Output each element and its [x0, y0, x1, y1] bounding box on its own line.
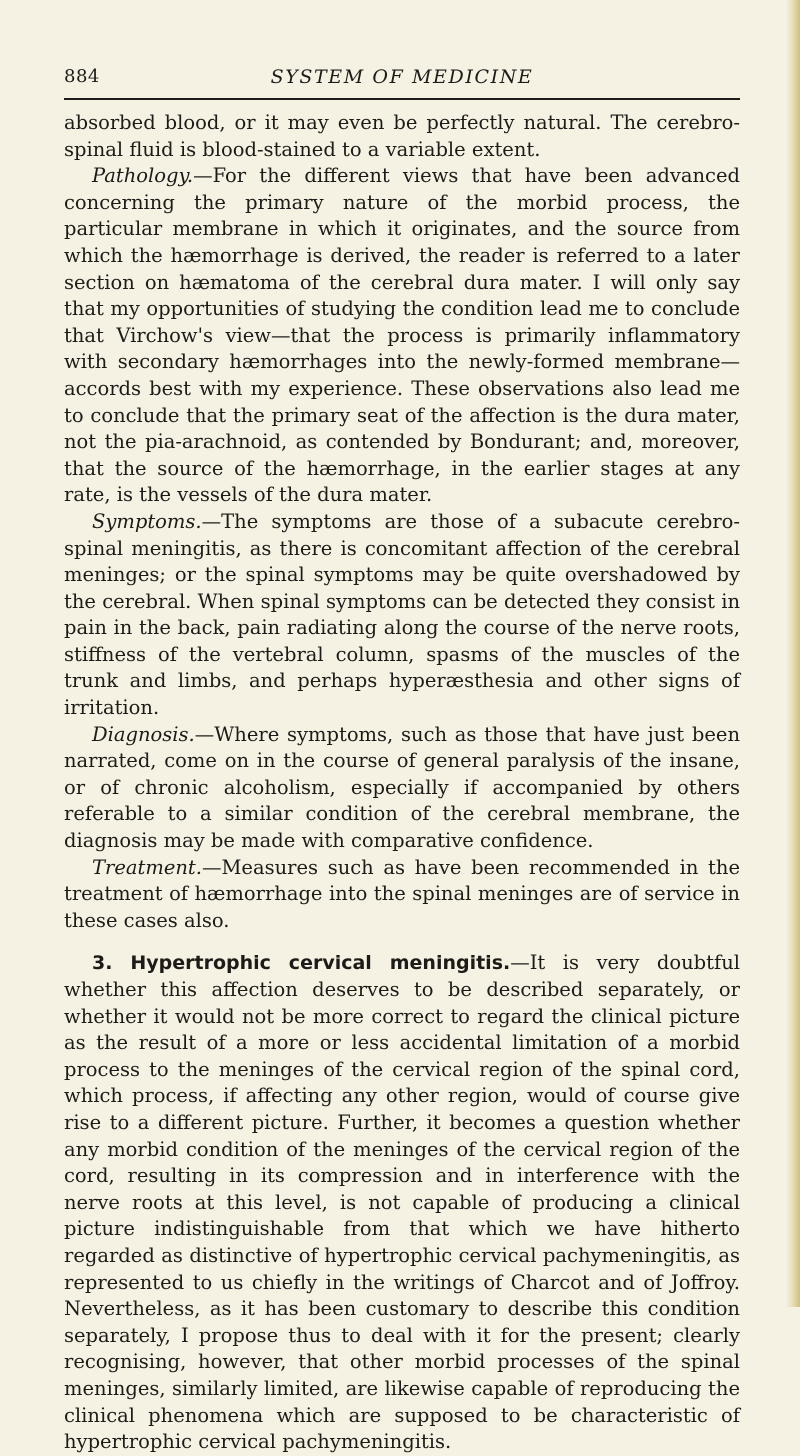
diagnosis-text: —Where symptoms, such as those that have just been narrated, come on in the course of general paralysis of the insane, or of chronic alcoholism, especially if accompanied by others referable to a similar condition of the cerebral membrane, the diagnosis may be made with comparative confidence. — [64, 722, 740, 853]
page-body — [64, 110, 740, 1456]
header-rule — [64, 98, 740, 100]
pathology-paragraph — [64, 163, 740, 509]
pathology-text: —For the different views that have been advanced concerning the primary nature of the morbid process, the particular membrane in which it originates, and the source from which the hæmorrhage is derived, the reader is referred to a later section on hæmatoma of the cerebral dura mater. I will only say that my opportunities of studying the condition lead me to conclude that Virchow's view—that the process is primarily inflammatory with secondary hæmorrhages into the newly-formed membrane—accords best with my experience. These observations also lead me to conclude that the primary seat of the affection is the dura mater, not the pia-arachnoid, as contended by Bondurant; and, moreover, that the source of the hæmorrhage, in the earlier stages at any rate, is the vessels of the dura mater. — [64, 164, 740, 507]
section-heading: 3. Hypertrophic cervical meningitis. — [92, 952, 511, 975]
symptoms-text: —The symptoms are those of a subacute cerebro-spinal meningitis, as there is concomitant affection of the cerebral meninges; or the spinal symptoms may be quite overshadowed by the cerebral. When spinal symptoms can be detected they consist in pain in the back, pain radiating along the course of the nerve roots, stiffness of the vertebral column, spasms of the muscles of the trunk and limbs, and perhaps hyperæsthesia and other signs of irritation. — [64, 509, 740, 720]
treatment-text: —Measures such as have been recommended in the treatment of hæmorrhage into the spinal meninges are of service in these cases also. — [64, 855, 740, 932]
pathology-heading: Pathology. — [92, 164, 194, 188]
running-title: SYSTEM OF MEDICINE — [270, 66, 534, 88]
section-paragraph — [64, 950, 740, 1455]
page-edge — [786, 0, 800, 1307]
diagnosis-heading: Diagnosis. — [92, 722, 195, 746]
symptoms-paragraph — [64, 509, 740, 722]
page-header — [64, 60, 740, 90]
continued-paragraph — [64, 110, 740, 163]
page-number: 884 — [64, 66, 100, 87]
diagnosis-paragraph — [64, 722, 740, 855]
symptoms-heading: Symptoms. — [92, 509, 202, 533]
treatment-paragraph — [64, 855, 740, 935]
section-text: —It is very doubtful whether this affection deserves to be described separately, or whether it would not be more correct to regard the clinical picture as the result of a more or less accidental limitation of a morbid process to the meninges of the cervical region of the spinal cord, which process, if affecting any other region, would of course give rise to a different picture. Further, it becomes a question whether any morbid condition of the meninges of the cervical region of the cord, resulting in its compression and in interference with the nerve roots at this level, is not capable of producing a clinical picture indistinguishable from that which we have hitherto regarded as distinctive of hypertrophic cervical pachymeningitis, as represented to us chiefly in the writings of Charcot and of Joffroy. Nevertheless, as it has been customary to describe this condition separately, I propose thus to deal with it for the present; clearly recognising, however, that other morbid processes of the spinal meninges, similarly limited, are likewise capable of reproducing the clinical phenomena which are supposed to be characteristic of hypertrophic cervical pachymeningitis. — [64, 951, 740, 1454]
continued-text: absorbed blood, or it may even be perfectly natural. The cerebro-spinal fluid is blood-stained to a variable extent. — [64, 111, 740, 161]
treatment-heading: Treatment. — [92, 855, 202, 879]
